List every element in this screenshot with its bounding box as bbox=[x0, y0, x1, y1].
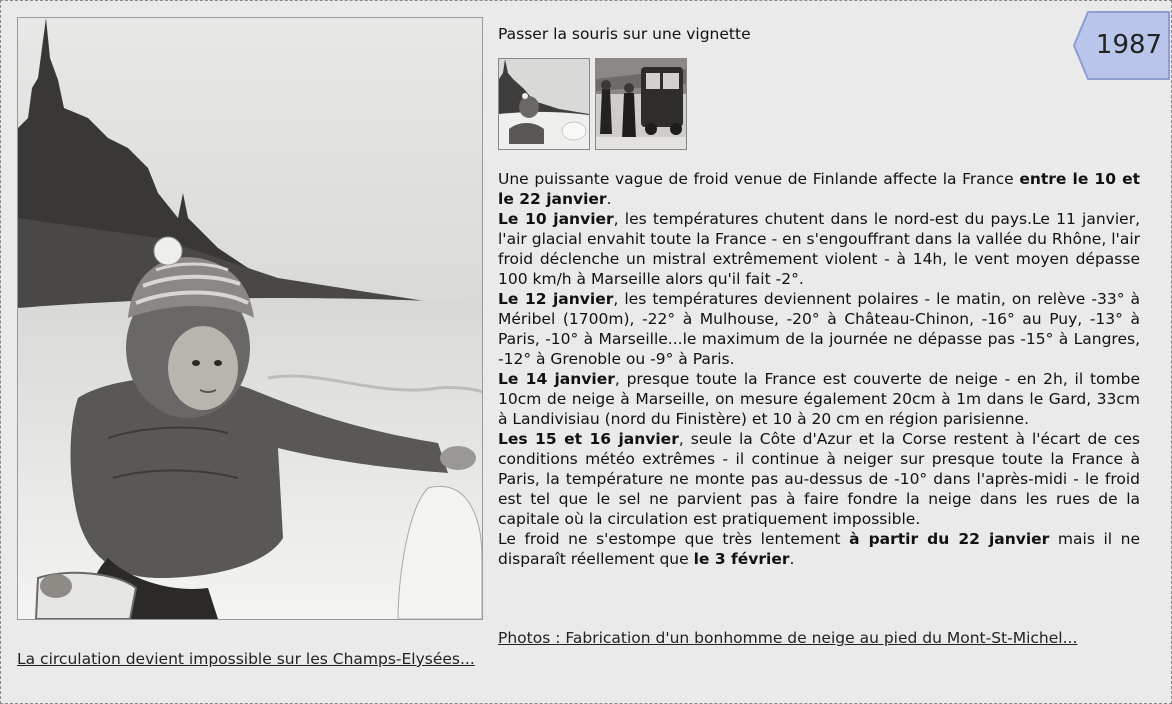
thumbnail-champs-elysees-image bbox=[596, 59, 686, 149]
article-paragraph-1 bbox=[498, 169, 1140, 209]
article-body bbox=[498, 169, 1140, 569]
article-text: Une puissante vague de froid venue de Finlande affecte la France bbox=[498, 170, 1020, 188]
year-badge bbox=[1072, 10, 1170, 81]
article-paragraph-5 bbox=[498, 429, 1140, 529]
article-paragraph-3 bbox=[498, 289, 1140, 369]
article-date-highlight: Les 15 et 16 janvier bbox=[498, 430, 679, 448]
article-text: , les températures deviennent polaires - le matin, on relève -33° à Méribel (1700m), -22° à Mulhouse, -20° à Château-Chinon, -16° au Puy, -13° à Paris, -10° à Marseille...le maximum de la journée ne dépasse pas -15° à Langres, -12° à Grenoble ou -9° à Paris. bbox=[498, 290, 1140, 368]
thumbnail-hint: Passer la souris sur une vignette bbox=[498, 25, 751, 43]
article-date-highlight: entre le 10 et le 22 janvier bbox=[498, 170, 1141, 208]
photo-caption-line-1: Photos : Fabrication d'un bonhomme de neige au pied du Mont-St-Michel... bbox=[498, 629, 1078, 647]
article-paragraph-6 bbox=[498, 529, 1140, 569]
article-text: . bbox=[606, 190, 612, 208]
article-date-highlight: Le 10 janvier bbox=[498, 210, 614, 228]
article-date-highlight: le 3 février bbox=[693, 550, 790, 568]
article-paragraph-2 bbox=[498, 209, 1140, 289]
article-text: . bbox=[789, 550, 795, 568]
article-text: mais il ne disparaît réellement que bbox=[498, 530, 1140, 568]
article-paragraph-4 bbox=[498, 369, 1140, 429]
thumbnail-mont-st-michel-image bbox=[499, 59, 589, 149]
year-badge-label: 1987 bbox=[1095, 30, 1163, 60]
article-date-highlight: Le 12 janvier bbox=[498, 290, 614, 308]
article-text: , seule la Côte d'Azur et la Corse restent à l'écart de ces conditions météo extrêmes - il continue à neiger sur presque toute la France à Paris, la température ne monte pas au-dessus de -10° dans l'après-midi - le froid est tel que le sel ne parvient pas à faire fondre la neige dans les rues de la capitale où la circulation est pratiquement impossible. bbox=[498, 430, 1140, 528]
photo-caption-line-2: La circulation devient impossible sur les Champs-Elysées... bbox=[17, 650, 475, 668]
article-text: , presque toute la France est couverte de neige - en 2h, il tombe 10cm de neige à Marseille, on mesure également 20cm à 1m dans le Gard, 33cm à Landivisiau (nord du Finistère) et 10 à 20 cm en région parisienne. bbox=[498, 370, 1140, 428]
article-date-highlight: Le 14 janvier bbox=[498, 370, 615, 388]
thumbnail-champs-elysees[interactable] bbox=[595, 58, 687, 150]
main-photo bbox=[17, 17, 483, 620]
main-photo-image bbox=[18, 18, 482, 619]
article-date-highlight: à partir du 22 janvier bbox=[849, 530, 1050, 548]
article-text: Le froid ne s'estompe que très lentement bbox=[498, 530, 850, 548]
thumbnail-mont-st-michel[interactable] bbox=[498, 58, 590, 150]
article-text: , les températures chutent dans le nord-est du pays.Le 11 janvier, l'air glacial envahit toute la France - en s'engouffrant dans la vallée du Rhône, l'air froid déclenche un mistral extrêmement violent - à 14h, le vent moyen dépasse 100 km/h à Marseille alors qu'il fait -2°. bbox=[498, 210, 1140, 288]
